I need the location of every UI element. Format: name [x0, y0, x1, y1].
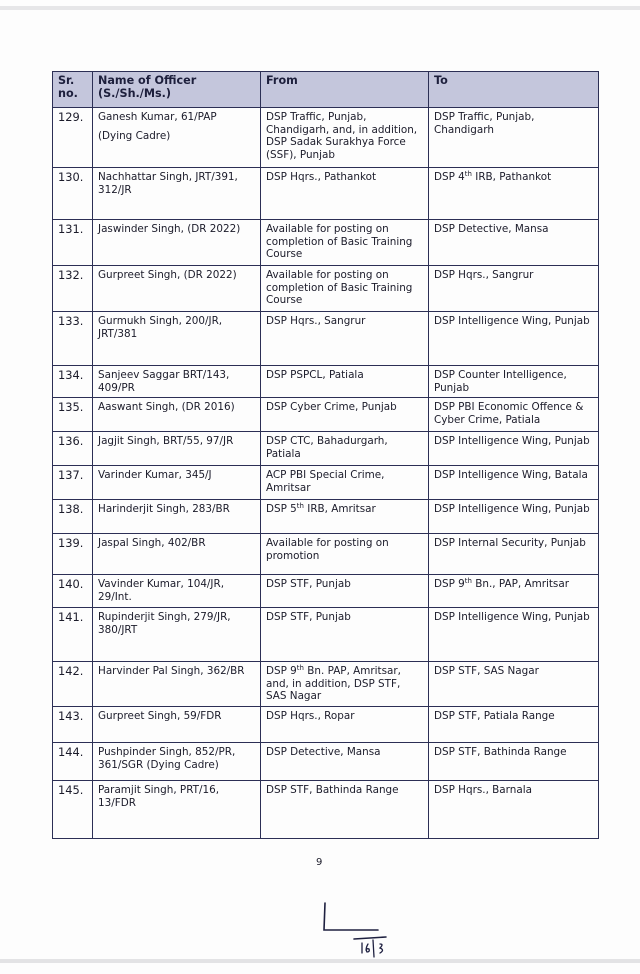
from-posting: DSP CTC, Bahadurgarh, Patiala — [261, 432, 429, 466]
to-text-rest: IRB, Pathankot — [471, 171, 552, 183]
from-posting: Available for posting on completion of Basic Training Course — [261, 266, 429, 312]
page-number: 9 — [316, 857, 323, 868]
to-posting: DSP Internal Security, Punjab — [429, 534, 599, 575]
officer-name: Pushpinder Singh, 852/PR, 361/SGR (Dying Cadre) — [93, 743, 261, 781]
sr-no: 130. — [53, 168, 93, 220]
to-posting: DSP Intelligence Wing, Punjab — [429, 500, 599, 534]
to-posting: DSP Intelligence Wing, Punjab — [429, 312, 599, 366]
officer-name-note: (Dying Cadre) — [98, 129, 171, 142]
header-name-line2: (S./Sh./Ms.) — [98, 87, 172, 100]
table-row — [53, 608, 599, 662]
signature-date — [362, 940, 383, 957]
officer-name: Rupinderjit Singh, 279/JR, 380/JRT — [93, 608, 261, 662]
from-posting: DSP STF, Punjab — [261, 608, 429, 662]
officer-name: Nachhattar Singh, JRT/391, 312/JR — [93, 168, 261, 220]
to-posting: DSP STF, SAS Nagar — [429, 662, 599, 707]
from-posting: ACP PBI Special Crime, Amritsar — [261, 466, 429, 500]
to-posting: DSP Hqrs., Sangrur — [429, 266, 599, 312]
to-text-rest: Bn., PAP, Amritsar — [471, 578, 569, 590]
table-row — [53, 220, 599, 266]
table-row — [53, 500, 599, 534]
sr-no: 144. — [53, 743, 93, 781]
officer-name: Gurpreet Singh, 59/FDR — [93, 707, 261, 743]
header-from: From — [261, 72, 429, 108]
to-posting: DSP Counter Intelligence, Punjab — [429, 366, 599, 398]
sr-no: 145. — [53, 781, 93, 839]
sr-no: 141. — [53, 608, 93, 662]
sr-no: 140. — [53, 575, 93, 608]
from-posting — [261, 500, 429, 534]
officer-name: Jagjit Singh, BRT/55, 97/JR — [93, 432, 261, 466]
sr-no: 139. — [53, 534, 93, 575]
from-posting: Available for posting on promotion — [261, 534, 429, 575]
sr-no: 135. — [53, 398, 93, 432]
to-posting: DSP Intelligence Wing, Punjab — [429, 608, 599, 662]
header-name-line1: Name of Officer — [98, 74, 197, 87]
sr-no: 138. — [53, 500, 93, 534]
to-posting: DSP Intelligence Wing, Punjab — [429, 432, 599, 466]
scan-edge-top — [0, 6, 640, 10]
table-row — [53, 743, 599, 781]
table-row — [53, 398, 599, 432]
from-posting: DSP Cyber Crime, Punjab — [261, 398, 429, 432]
to-posting — [429, 168, 599, 220]
officer-name: Jaspal Singh, 402/BR — [93, 534, 261, 575]
to-posting: DSP Detective, Mansa — [429, 220, 599, 266]
header-name-of-officer — [93, 72, 261, 108]
ordinal-suffix: th — [464, 170, 472, 178]
from-posting: DSP Hqrs., Ropar — [261, 707, 429, 743]
table-row — [53, 575, 599, 608]
handwritten-signature — [318, 900, 418, 960]
from-posting: DSP Detective, Mansa — [261, 743, 429, 781]
table-row — [53, 432, 599, 466]
signature-stroke — [324, 903, 378, 930]
table-row — [53, 534, 599, 575]
table-row — [53, 108, 599, 168]
sr-no: 143. — [53, 707, 93, 743]
table-row — [53, 168, 599, 220]
sr-no: 134. — [53, 366, 93, 398]
officer-name-text: Ganesh Kumar, 61/PAP — [98, 111, 217, 123]
officer-name: Jaswinder Singh, (DR 2022) — [93, 220, 261, 266]
from-posting: DSP PSPCL, Patiala — [261, 366, 429, 398]
officer-name: Harvinder Pal Singh, 362/BR — [93, 662, 261, 707]
to-text: DSP 9 — [434, 578, 465, 590]
officer-name: Gurpreet Singh, (DR 2022) — [93, 266, 261, 312]
officer-name: Harinderjit Singh, 283/BR — [93, 500, 261, 534]
from-posting — [261, 662, 429, 707]
sr-no: 131. — [53, 220, 93, 266]
to-posting: DSP STF, Patiala Range — [429, 707, 599, 743]
sr-no: 129. — [53, 108, 93, 168]
sr-no: 137. — [53, 466, 93, 500]
officer-name: Varinder Kumar, 345/J — [93, 466, 261, 500]
table-row — [53, 707, 599, 743]
table-row — [53, 266, 599, 312]
from-posting: DSP Traffic, Punjab, Chandigarh, and, in addition, DSP Sadak Surakhya Force (SSF), Punjab — [261, 108, 429, 168]
to-posting: DSP Hqrs., Barnala — [429, 781, 599, 839]
scan-edge-bottom — [0, 959, 640, 963]
officer-name: Gurmukh Singh, 200/JR, JRT/381 — [93, 312, 261, 366]
header-sr-line2: no. — [58, 87, 78, 100]
officer-name: Vavinder Kumar, 104/JR, 29/Int. — [93, 575, 261, 608]
table-row — [53, 662, 599, 707]
posting-table — [52, 71, 599, 839]
officer-name: Paramjit Singh, PRT/16, 13/FDR — [93, 781, 261, 839]
from-posting: Available for posting on completion of Basic Training Course — [261, 220, 429, 266]
table-header-row — [53, 72, 599, 108]
from-posting: DSP STF, Bathinda Range — [261, 781, 429, 839]
header-to: To — [429, 72, 599, 108]
from-text: DSP 5 — [266, 503, 297, 515]
from-posting: DSP Hqrs., Pathankot — [261, 168, 429, 220]
sr-no: 132. — [53, 266, 93, 312]
table-row — [53, 312, 599, 366]
sr-no: 142. — [53, 662, 93, 707]
from-posting: DSP Hqrs., Sangrur — [261, 312, 429, 366]
ordinal-suffix: th — [464, 577, 472, 585]
from-text-rest: Bn. PAP, Amritsar, and, in addition, DSP STF, SAS Nagar — [266, 665, 401, 703]
table-row — [53, 466, 599, 500]
to-posting: DSP Intelligence Wing, Batala — [429, 466, 599, 500]
table-row — [53, 366, 599, 398]
ordinal-suffix: th — [296, 664, 304, 672]
to-text: DSP 4 — [434, 171, 465, 183]
ordinal-suffix: th — [296, 502, 304, 510]
to-posting: DSP STF, Bathinda Range — [429, 743, 599, 781]
officer-name: Aaswant Singh, (DR 2016) — [93, 398, 261, 432]
officer-name — [93, 108, 261, 168]
to-posting — [429, 575, 599, 608]
signature-underline — [354, 937, 386, 939]
header-sr-no — [53, 72, 93, 108]
officer-name: Sanjeev Saggar BRT/143, 409/PR — [93, 366, 261, 398]
header-sr-line1: Sr. — [58, 74, 75, 87]
sr-no: 136. — [53, 432, 93, 466]
from-text-rest: IRB, Amritsar — [303, 503, 376, 515]
from-text: DSP 9 — [266, 665, 297, 677]
from-posting: DSP STF, Punjab — [261, 575, 429, 608]
to-posting: DSP Traffic, Punjab, Chandigarh — [429, 108, 599, 168]
sr-no: 133. — [53, 312, 93, 366]
to-posting: DSP PBI Economic Offence & Cyber Crime, Patiala — [429, 398, 599, 432]
table-row — [53, 781, 599, 839]
